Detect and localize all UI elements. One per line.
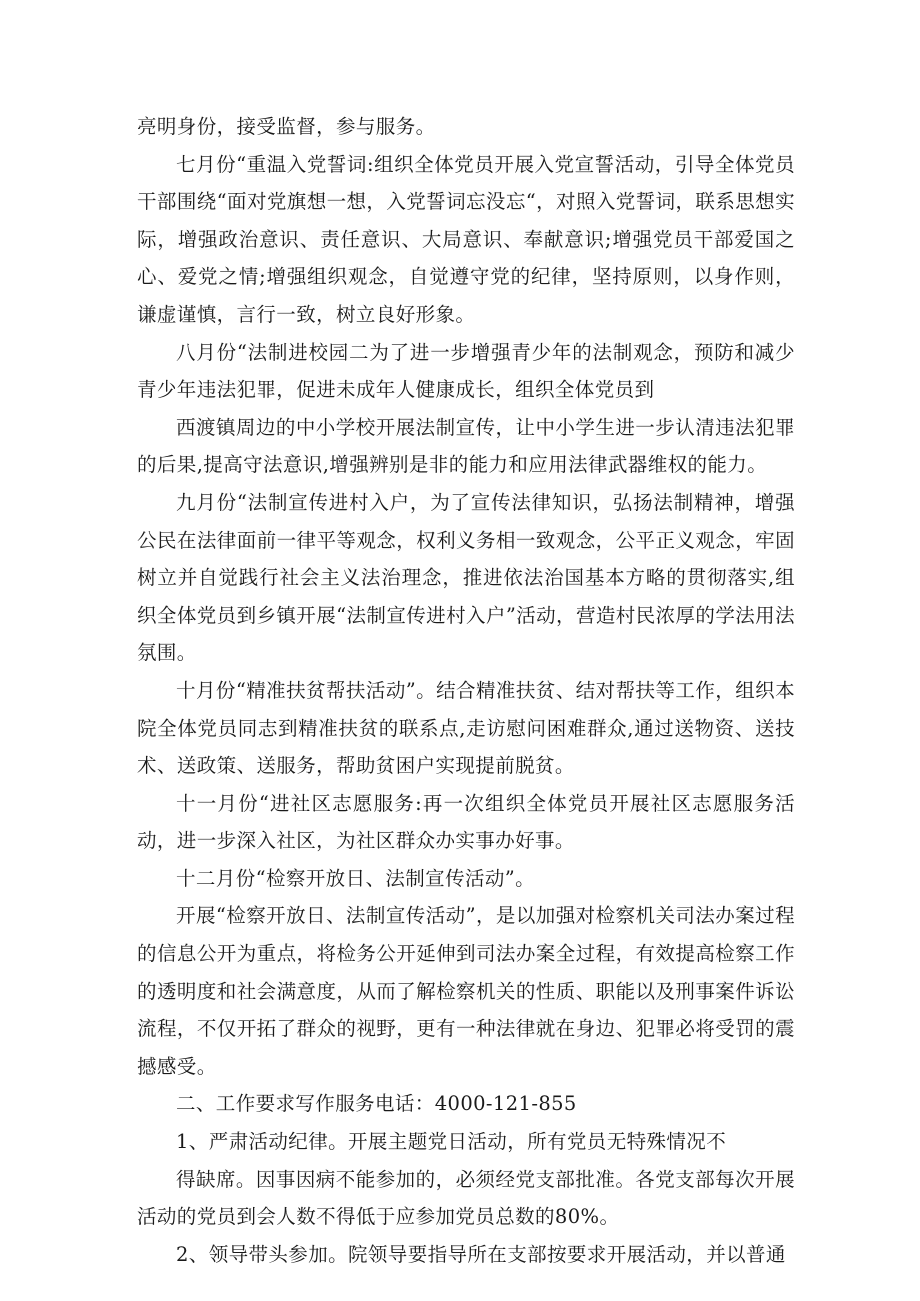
paragraph-open-day: 开展“检察开放日、法制宣传活动”，是以加强对检察机关司法办案过程的信息公开为重点，将检务公开延伸到司法办案全过程，有效提高检察工作的透明度和社会满意度，从而了解检察机关的性质、职能以及刑事案件诉讼流程，不仅开拓了群众的视野，更有一种法律就在身边、犯罪必将受罚的震撼感受。 xyxy=(137,904,795,1078)
section-heading-work-requirements: 二、工作要求写作服务电话：4000-121-855 xyxy=(176,1092,577,1116)
paragraph-august-continued: 西渡镇周边的中小学校开展法制宣传，让中小学生进一步认清违法犯罪的后果,提高守法意识,增强辨别是非的能力和应用法律武器维权的能力。 xyxy=(137,415,795,477)
paragraph-november: 十一月份“进社区志愿服务:再一次组织全体党员开展社区志愿服务活动，进一步深入社区，为社区群众办实事办好事。 xyxy=(137,791,795,853)
requirement-1: 1、严肃活动纪律。开展主题党日活动，所有党员无特殊情况不 xyxy=(176,1130,727,1154)
paragraph-continuation: 亮明身份，接受监督，参与服务。 xyxy=(137,115,436,138)
paragraph-august: 八月份“法制进校园二为了进一步增强青少年的法制观念，预防和减少青少年违法犯罪，促进未成年人健康成长，组织全体党员到 xyxy=(137,340,795,402)
requirement-2: 2、领导带头参加。院领导要指导所在支部按要求开展活动，并以普通 xyxy=(176,1242,786,1266)
paragraph-october: 十月份“精准扶贫帮扶活动”。结合精准扶贫、结对帮扶等工作，组织本院全体党员同志到精准扶贫的联系点,走访慰问困难群众,通过送物资、送技术、送政策、送服务，帮助贫困户实现提前脱贫。 xyxy=(137,678,795,778)
requirement-1-continued: 得缺席。因事因病不能参加的，必须经党支部批准。各党支部每次开展活动的党员到会人数不得低于应参加党员总数的80%。 xyxy=(137,1167,795,1229)
paragraph-december: 十二月份“检察开放日、法制宣传活动”。 xyxy=(176,866,536,890)
document-body xyxy=(137,108,795,1273)
paragraph-july: 七月份“重温入党誓词:组织全体党员开展入党宣誓活动，引导全体党员干部围绕“面对党旗想一想，入党誓词忘没忘“，对照入党誓词，联系思想实际，增强政治意识、责任意识、大局意识、奉献意识;增强党员干部爱国之心、爱党之情;增强组织观念，自觉遵守党的纪律，坚持原则，以身作则，谦虚谨慎，言行一致，树立良好形象。 xyxy=(137,152,795,326)
paragraph-september: 九月份“法制宣传进村入户，为了宣传法律知识，弘扬法制精神，增强公民在法律面前一律平等观念，权利义务相一致观念，公平正义观念，牢固树立并自觉践行社会主义法治理念，推进依法治国基本方略的贯彻落实,组织全体党员到乡镇开展“法制宣传进村入户”活动，营造村民浓厚的学法用法氛围。 xyxy=(137,490,795,665)
